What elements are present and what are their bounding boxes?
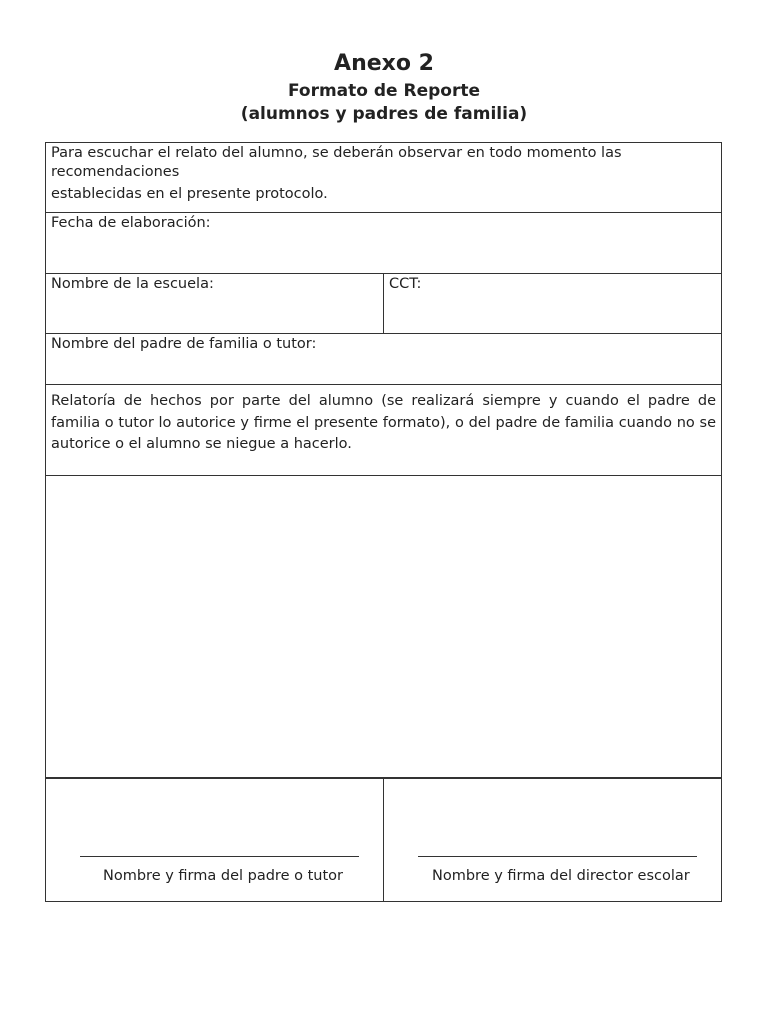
form-subtitle-audience: (alumnos y padres de familia) [240,104,528,124]
row-divider [46,333,721,334]
signature-area-parent[interactable] [46,779,383,901]
relatoria-writing-area[interactable] [46,476,721,777]
fecha-field[interactable] [51,214,716,272]
escuela-label: Nombre de la escuela: [51,276,214,292]
padre-label: Nombre del padre de familia o tutor: [51,336,317,352]
signature-label-director: Nombre y firma del director escolar [432,868,690,884]
report-form-table [45,142,722,902]
relatoria-instructions: Relatoría de hechos por parte del alumno (se realizará siempre y cuando el padre de familia o tutor lo autorice y firme el presente formato), o del padre de familia cuando no se autorice o el alumno se niegue a hacerlo. [51,393,716,452]
signature-label-parent: Nombre y firma del padre o tutor [103,868,343,884]
intro-text-line1: Para escuchar el relato del alumno, se deberán observar en todo momento las recomendaciones [51,145,622,180]
column-divider [383,273,384,334]
signature-area-director[interactable] [384,779,721,901]
signature-line-director [418,856,697,857]
signature-line-parent [80,856,359,857]
escuela-field[interactable] [51,275,381,333]
row-divider [46,384,721,385]
form-subtitle: Formato de Reporte [287,81,481,101]
cct-label: CCT: [389,276,422,292]
intro-text-line2: establecidas en el presente protocolo. [51,186,328,202]
cct-field[interactable] [389,275,714,333]
fecha-label: Fecha de elaboración: [51,215,211,231]
intro-cell [51,144,716,212]
row-divider [46,212,721,213]
padre-field[interactable] [51,335,716,383]
page-title: Anexo 2 [334,51,434,76]
